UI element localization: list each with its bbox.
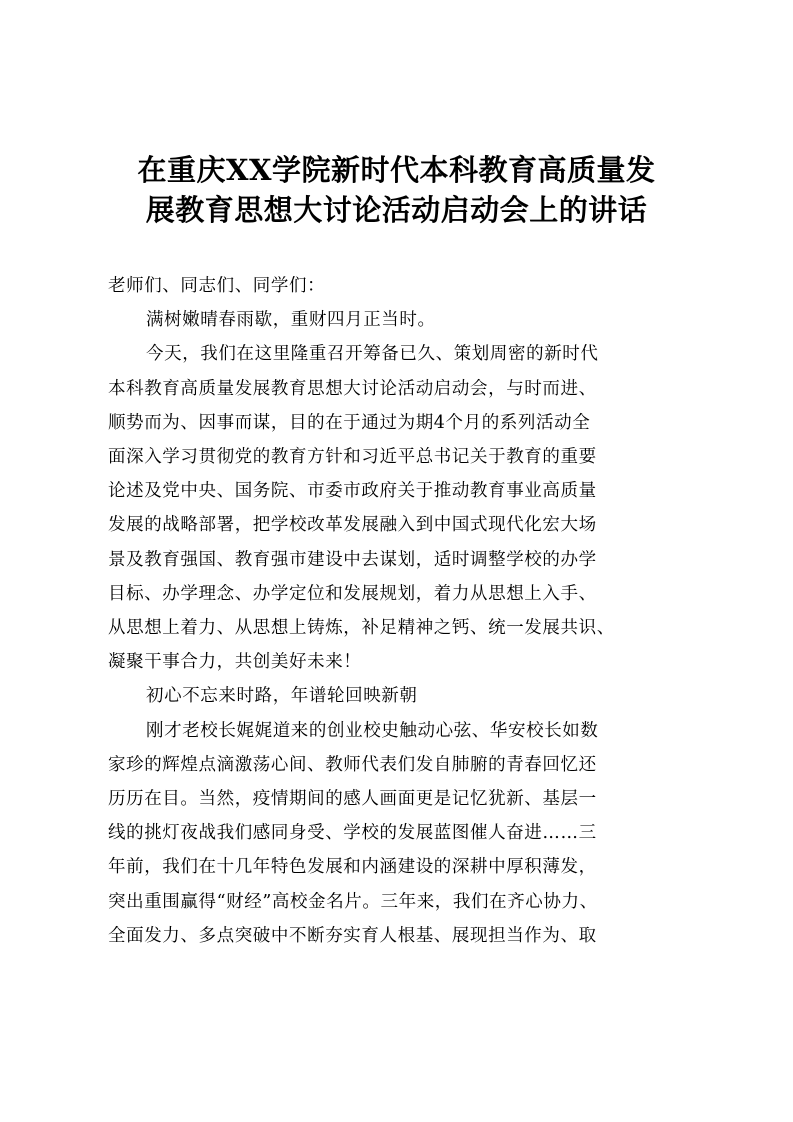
paragraph-line: 家珍的辉煌点滴激荡心间、教师代表们发自肺腑的青春回忆还 bbox=[108, 754, 597, 775]
document-body bbox=[108, 269, 686, 953]
paragraph-line: 景及教育强国、教育强市建设中去谋划，适时调整学校的办学 bbox=[108, 549, 597, 570]
salutation-line: 老师们、同志们、同学们： bbox=[108, 276, 326, 296]
paragraph-line: 年前，我们在十几年特色发展和内涵建设的深耕中厚积薄发， bbox=[108, 857, 597, 878]
paragraph-2 bbox=[108, 337, 686, 679]
paragraph-line: 历历在目。当然，疫情期间的感人画面更是记忆犹新、基层一 bbox=[108, 789, 597, 810]
paragraph-line: 今天，我们在这里隆重召开筹备已久、策划周密的新时代 bbox=[146, 344, 599, 365]
paragraph-line: 满树嫩晴春雨歇，重财四月正当时。 bbox=[146, 310, 436, 331]
paragraph-line: 突出重围赢得“财经”高校金名片。三年来，我们在齐心协力、 bbox=[108, 891, 598, 912]
paragraph-3 bbox=[108, 679, 686, 713]
paragraph-line: 面深入学习贯彻党的教育方针和习近平总书记关于教育的重要 bbox=[108, 447, 597, 468]
title-line-1: 在重庆XX学院新时代本科教育高质量发 bbox=[137, 153, 656, 187]
paragraph-line: 论述及党中央、国务院、市委市政府关于推动教育事业高质量 bbox=[108, 481, 597, 502]
paragraph-line: 发展的战略部署，把学校改革发展融入到中国式现代化宏大场 bbox=[108, 515, 597, 536]
paragraph-line: 凝聚干事合力，共创美好未来！ bbox=[108, 652, 362, 673]
paragraph-line: 线的挑灯夜战我们感同身受、学校的发展蓝图催人奋进……三 bbox=[108, 823, 597, 844]
paragraph-1 bbox=[108, 303, 686, 337]
paragraph-4 bbox=[108, 714, 686, 953]
title-line-2: 展教育思想大讨论活动启动会上的讲话 bbox=[145, 193, 648, 227]
paragraph-line: 顺势而为、因事而谋，目的在于通过为期4个月的系列活动全 bbox=[108, 412, 591, 433]
section-heading-line: 初心不忘来时路，年谱轮回映新朝 bbox=[146, 686, 418, 707]
paragraph-line: 目标、办学理念、办学定位和发展规划，着力从思想上入手、 bbox=[108, 583, 597, 604]
paragraph-line: 从思想上着力、从思想上铸炼，补足精神之钙、统一发展共识、 bbox=[108, 618, 615, 639]
salutation bbox=[108, 269, 686, 303]
paragraph-line: 刚才老校长娓娓道来的创业校史触动心弦、华安校长如数 bbox=[146, 720, 599, 741]
document-title bbox=[100, 150, 693, 230]
paragraph-line: 全面发力、多点突破中不断夯实育人根基、展现担当作为、取 bbox=[108, 925, 597, 946]
paragraph-line: 本科教育高质量发展教育思想大讨论活动启动会，与时而进、 bbox=[108, 378, 597, 399]
